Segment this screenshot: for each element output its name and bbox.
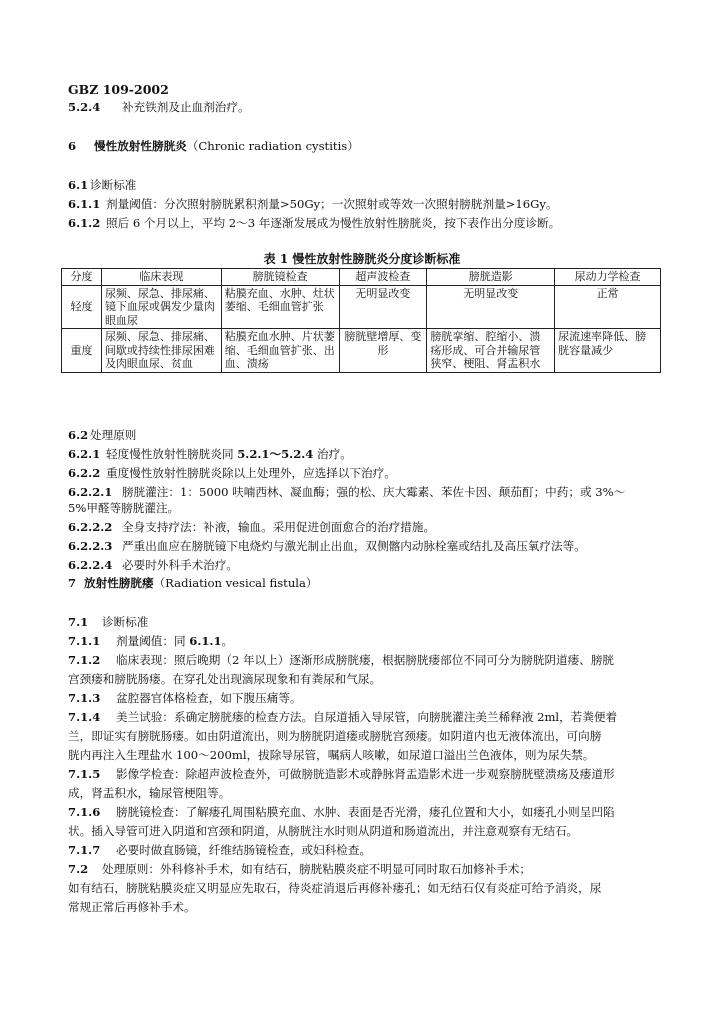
table-cell: 正常	[555, 285, 661, 329]
section-text: 美兰试验：系确定膀胱瘘的检查方法。自尿道插入导尿管，向膀胱灌注美兰稀释液 2ml，若粪便着	[116, 710, 618, 724]
section-number: 7.1.6	[68, 805, 101, 819]
section-ref: 5.2.1～5.2.4	[237, 447, 314, 461]
section-number: 6.2.2.1	[68, 485, 113, 499]
section-7-heading	[68, 576, 688, 591]
table-cell: 膀胱挛缩、腔缩小、溃疡形成、可合并输尿管狭窄、梗阻、肾盂积水	[427, 329, 555, 373]
table-cell: 粘膜充血水肿、片状萎缩、毛细血管扩张、出血、溃疡	[221, 329, 339, 373]
section-number: 6.2.2.3	[68, 539, 113, 553]
section-7-1-5	[68, 767, 688, 782]
standard-code: GBZ 109-2002	[68, 82, 169, 97]
section-7-1-4-cont: 兰，即证实有膀胱肠瘘。如由阴道流出，则为膀胱阴道瘘或膀胱宫颈瘘。如阴道内也无液体流出，可向膀	[68, 729, 602, 743]
section-6-1-2	[68, 216, 688, 231]
section-6-heading	[68, 139, 688, 154]
table-cell: 重度	[62, 329, 102, 373]
section-text: 诊断标准	[102, 615, 149, 629]
table-cell: 尿频、尿急、排尿痛、间歇或持续性排尿困难及肉眼血尿、贫血	[101, 329, 221, 373]
section-text: 剂量阈值：同	[116, 634, 190, 648]
section-text: 剂量阈值：分次照射膀胱累积剂量>50Gy；一次照射或等效一次照射膀胱剂量>16Gy。	[106, 197, 558, 211]
section-number: 6.2.2.4	[68, 558, 113, 572]
section-6-2	[68, 428, 688, 443]
section-7-1-1	[68, 634, 688, 649]
table-header-cell: 膀胱镜检查	[221, 269, 339, 286]
section-text: 重度慢性放射性膀胱炎除以上处理外，应选择以下治疗。	[106, 466, 396, 480]
table-header-cell: 膀胱造影	[427, 269, 555, 286]
section-tail: 治疗。	[313, 447, 352, 461]
table-cell: 尿流速率降低、膀胱容量减少	[555, 329, 661, 373]
section-title: 放射性膀胱瘘	[84, 576, 154, 590]
section-7-1-6-cont: 状。插入导管可进入阴道和宫颈和阴道，从膀胱注水时则从阴道和肠道流出，并注意观察有无结石。	[68, 824, 579, 838]
section-number: 7.1.3	[68, 691, 101, 705]
section-number: 7.1.2	[68, 653, 101, 667]
section-number: 6.1.2	[68, 216, 101, 230]
diagnosis-table	[61, 268, 661, 373]
section-number: 7	[68, 576, 77, 590]
section-6-2-1	[68, 447, 688, 462]
section-ref: 6.1.1	[189, 634, 222, 648]
section-text: 膀胱灌注：1：5000 呋喃西林、凝血酶；强的松、庆大霉素、苯佐卡因、颠茄酊；中药；或 3%～	[122, 485, 626, 499]
section-7-1-4	[68, 710, 688, 725]
section-6-2-2-1	[68, 485, 688, 500]
section-7-2	[68, 862, 688, 877]
section-text: 影像学检查：除超声波检查外，可做膀胱造影术或静脉肾盂造影术进一步观察膀胱壁溃疡及瘘道形	[116, 767, 615, 781]
section-6-1	[68, 178, 688, 193]
table-row	[62, 329, 661, 373]
section-7-1-4-cont: 胱内再注入生理盐水 100～200ml，拔除导尿管，嘱病人咳嗽，如尿道口溢出兰色液体，则为尿失禁。	[68, 748, 595, 762]
section-6-2-2-3	[68, 539, 688, 554]
section-tail: 。	[221, 634, 234, 648]
section-text: 照后 6 个月以上，平均 2～3 年逐渐发展成为慢性放射性膀胱炎，按下表作出分度诊断。	[106, 216, 561, 230]
section-number: 6.2	[68, 428, 89, 442]
table-cell: 粘膜充血、水肿、灶状萎缩、毛细血管扩张	[221, 285, 339, 329]
section-7-1-5-cont: 成，肾盂积水，输尿管梗阻等。	[68, 786, 231, 800]
section-6-2-2	[68, 466, 688, 481]
section-number: 7.1.4	[68, 710, 101, 724]
section-text: 补充铁剂及止血剂治疗。	[122, 100, 250, 114]
section-number: 7.2	[68, 862, 89, 876]
section-title-en: （Chronic radiation cystitis）	[186, 139, 359, 153]
table-header-cell: 分度	[62, 269, 102, 286]
section-6-2-2-2	[68, 520, 688, 535]
section-7-2-cont: 如有结石，膀胱粘膜炎症又明显应先取石，待炎症消退后再修补瘘孔；如无结石仅有炎症可给予消炎，尿	[68, 881, 602, 895]
section-6-2-2-1-cont: 5%甲醛等膀胱灌注。	[68, 501, 180, 515]
table-caption: 表 1 慢性放射性膀胱炎分度诊断标准	[263, 252, 461, 266]
section-text: 轻度慢性放射性膀胱炎同	[106, 447, 238, 461]
section-6-1-1	[68, 197, 688, 212]
section-6-2-2-4	[68, 558, 688, 573]
section-text: 盆腔器官体格检查，如下腹压痛等。	[116, 691, 302, 705]
table-header-row	[62, 269, 661, 286]
section-5-2-4	[68, 100, 688, 115]
table-cell: 膀胱壁增厚、变形	[339, 329, 427, 373]
section-text: 严重出血应在膀胱镜下电烧灼与激光制止出血，双侧髂内动脉栓塞或结扎及高压氧疗法等。	[122, 539, 586, 553]
section-number: 6.2.2	[68, 466, 101, 480]
section-text: 膀胱镜检查：了解瘘孔周围粘膜充血、水肿、表面是否光滑，瘘孔位置和大小，如瘘孔小则呈凹陷	[116, 805, 615, 819]
section-number: 6.1.1	[68, 197, 101, 211]
section-7-1	[68, 615, 688, 630]
table-row	[62, 285, 661, 329]
section-7-1-2	[68, 653, 688, 668]
section-7-1-2-cont: 宫颈瘘和膀胱肠瘘。在穿孔处出现滴尿现象和有粪尿和气尿。	[68, 672, 382, 686]
section-number: 7.1.7	[68, 843, 101, 857]
section-text: 必要时做直肠镜，纤维结肠镜检查，或妇科检查。	[116, 843, 372, 857]
section-text: 临床表现：照后晚期（2 年以上）逐渐形成膀胱瘘，根据膀胱瘘部位不同可分为膀胱阴道瘘、膀胱	[116, 653, 615, 667]
table-header-cell: 临床表现	[101, 269, 221, 286]
section-text: 全身支持疗法：补液，输血。采用促进创面愈合的治疗措施。	[122, 520, 436, 534]
section-text: 必要时外科手术治疗。	[122, 558, 238, 572]
section-title-en: （Radiation vesical fistula）	[153, 576, 318, 590]
section-text: 处理原则：外科修补手术，如有结石，膀胱粘膜炎症不明显可同时取石加修补手术；	[102, 862, 531, 876]
section-number: 5.2.4	[68, 100, 101, 114]
section-number: 7.1.1	[68, 634, 101, 648]
section-7-1-6	[68, 805, 688, 820]
section-7-1-3	[68, 691, 688, 706]
section-number: 6.2.1	[68, 447, 101, 461]
section-number: 6	[68, 139, 77, 153]
table-cell: 无明显改变	[427, 285, 555, 329]
section-title: 慢性放射性膀胱炎	[94, 139, 187, 153]
table-cell: 无明显改变	[339, 285, 427, 329]
section-number: 6.2.2.2	[68, 520, 113, 534]
section-7-1-7	[68, 843, 688, 858]
section-number: 7.1.5	[68, 767, 101, 781]
table-header-cell: 超声波检查	[339, 269, 427, 286]
table-cell: 轻度	[62, 285, 102, 329]
section-text: 处理原则	[90, 428, 137, 442]
table-header-cell: 尿动力学检查	[555, 269, 661, 286]
section-number: 6.1	[68, 178, 89, 192]
section-number: 7.1	[68, 615, 89, 629]
section-7-2-cont: 常规正常后再修补手术。	[68, 900, 196, 914]
table-cell: 尿频、尿急、排尿痛、镜下血尿或偶发少量肉眼血尿	[101, 285, 221, 329]
section-text: 诊断标准	[90, 178, 137, 192]
